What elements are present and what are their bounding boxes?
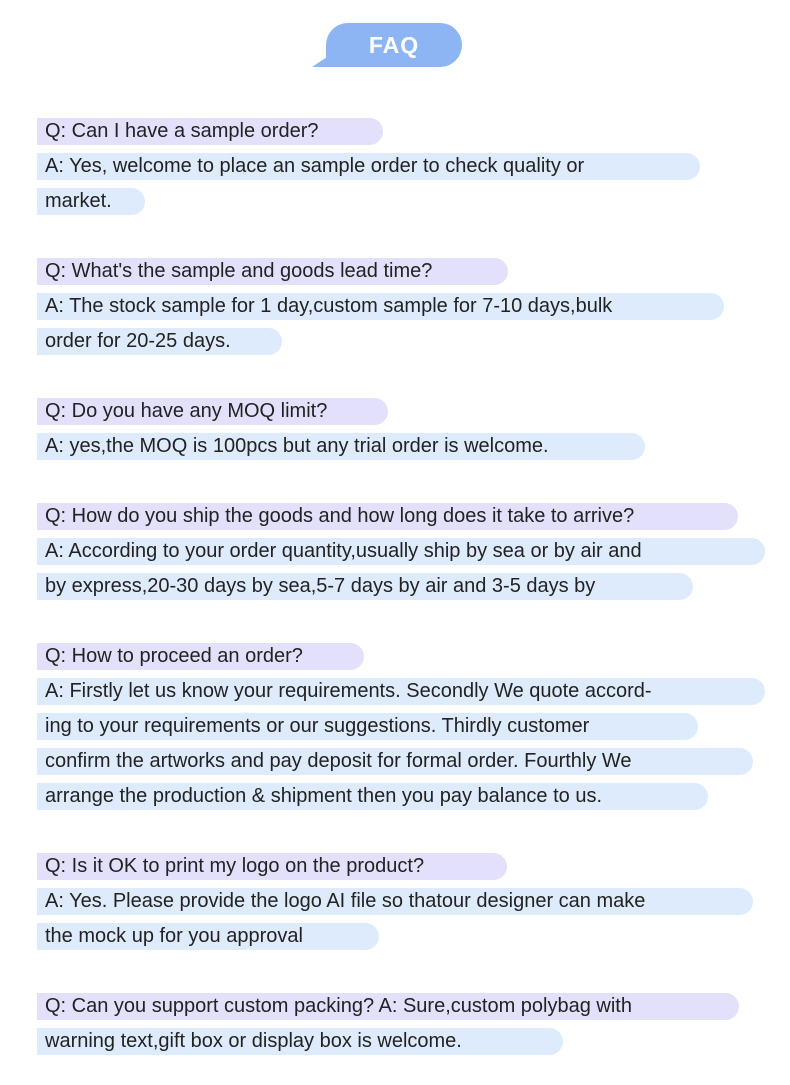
faq-question-1: Q: Can I have a sample order? [37,118,383,145]
faq-answer-6-line-2: the mock up for you approval [37,923,379,950]
faq-answer-4-line-2: by express,20-30 days by sea,5-7 days by air and 3-5 days by [37,573,693,600]
faq-answer-2-line-1: A: The stock sample for 1 day,custom sample for 7-10 days,bulk [37,293,724,320]
faq-answer-1-line-1: A: Yes, welcome to place an sample order to check quality or [37,153,700,180]
faq-answer-5-line-2: ing to your requirements or our suggestions. Thirdly customer [37,713,698,740]
faq-answer-5-line-3: confirm the artworks and pay deposit for formal order. Fourthly We [37,748,753,775]
faq-question-3: Q: Do you have any MOQ limit? [37,398,388,425]
faq-answer-1-line-2: market. [37,188,145,215]
faq-answer-5-line-1: A: Firstly let us know your requirements. Secondly We quote accord- [37,678,765,705]
faq-question-2: Q: What's the sample and goods lead time? [37,258,508,285]
faq-question-5: Q: How to proceed an order? [37,643,364,670]
faq-answer-4-line-1: A: According to your order quantity,usually ship by sea or by air and [37,538,765,565]
faq-title-badge [326,23,462,67]
faq-answer-3-line-1: A: yes,the MOQ is 100pcs but any trial order is welcome. [37,433,645,460]
faq-title: FAQ [368,31,420,58]
faq-question-6: Q: Is it OK to print my logo on the product? [37,853,507,880]
faq-question-4: Q: How do you ship the goods and how long does it take to arrive? [37,503,738,530]
faq-answer-7-line-1: warning text,gift box or display box is welcome. [37,1028,563,1055]
faq-answer-5-line-4: arrange the production & shipment then you pay balance to us. [37,783,708,810]
faq-answer-2-line-2: order for 20-25 days. [37,328,282,355]
faq-answer-6-line-1: A: Yes. Please provide the logo AI file so thatour designer can make [37,888,753,915]
faq-question-7: Q: Can you support custom packing? A: Sure,custom polybag with [37,993,739,1020]
